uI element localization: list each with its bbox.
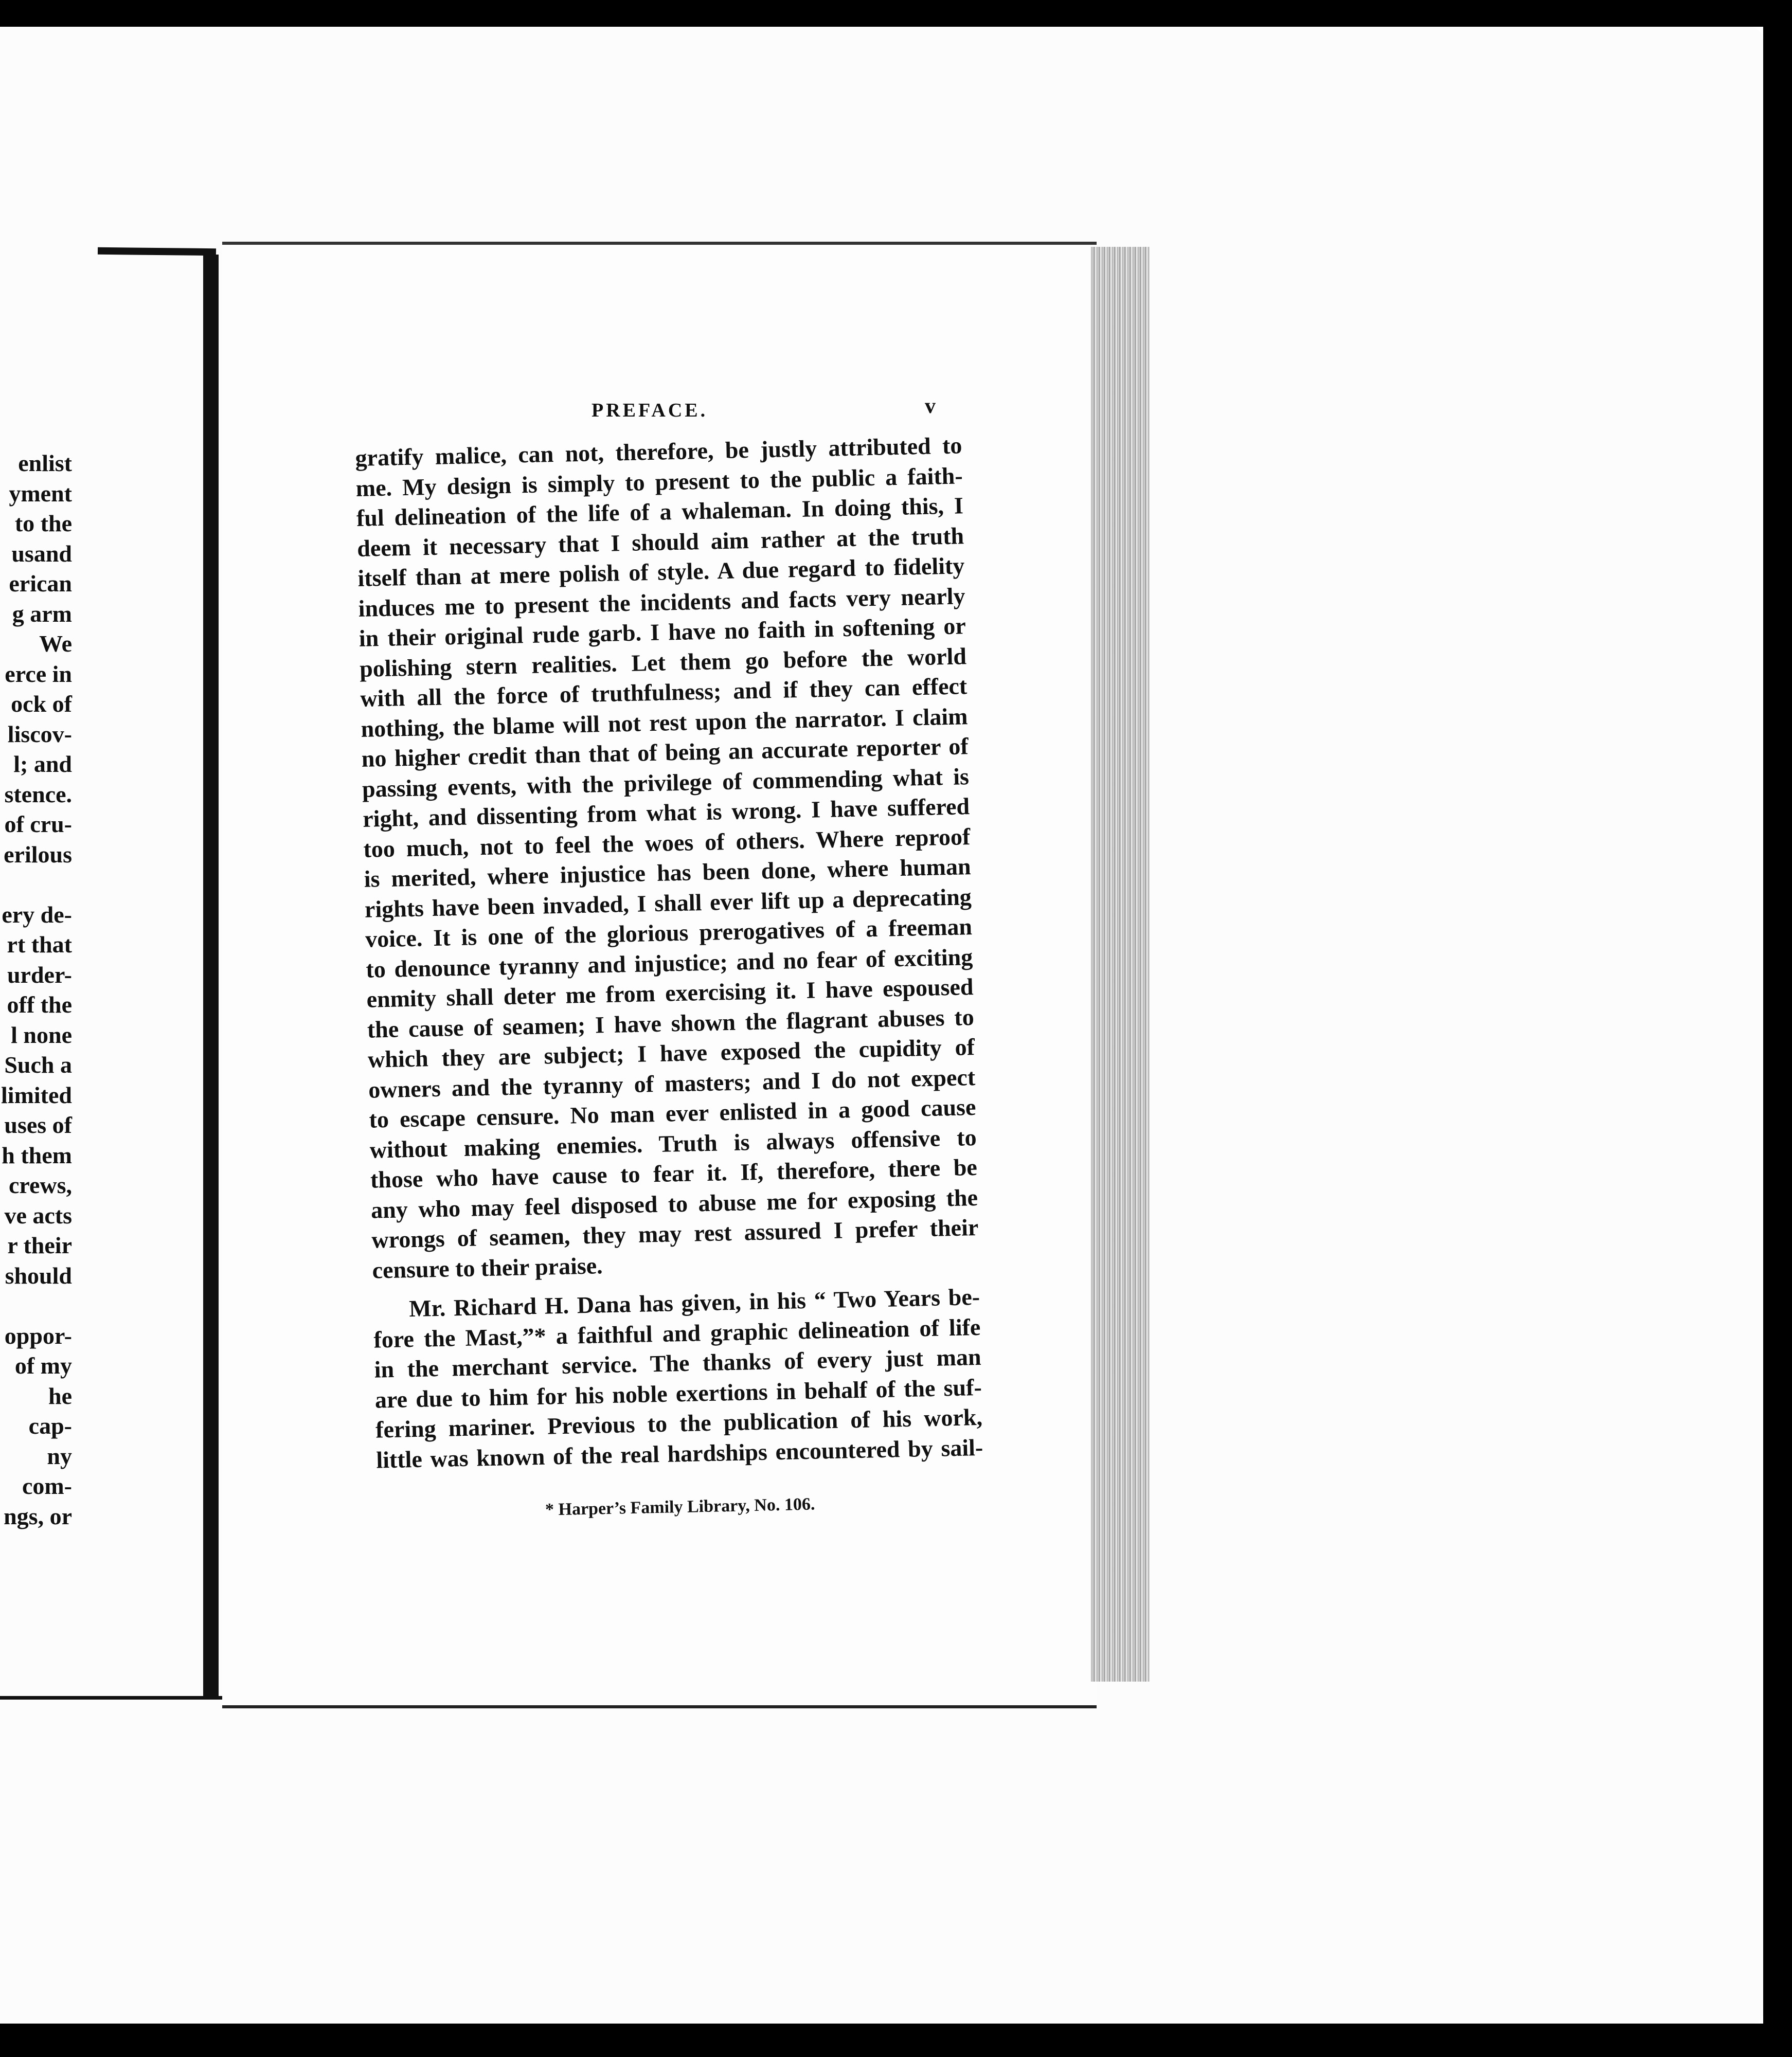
text-line: those who have cause to fear it. If, therefore, there be [370,1153,978,1193]
left-line: yment [9,480,72,507]
left-line: ery de- [2,901,72,928]
page-edges [1090,247,1150,1682]
left-line: urder- [7,961,72,988]
page-number: v [925,394,936,418]
left-line: of cru- [4,811,72,837]
text-line: polishing stern realities. Let them go before the world [359,642,967,682]
left-line: ve acts [4,1202,72,1229]
text-line: rights have been invaded, I shall ever lift up a deprecating [364,883,972,923]
text-line: to escape censure. No man ever enlisted in a good cause [369,1094,976,1133]
text-line: nothing, the blame will not rest upon the narrator. I claim [361,702,968,742]
left-line: should [5,1262,72,1289]
left-line: of my [14,1352,72,1379]
text-line: in the merchant service. The thanks of every just man [374,1343,982,1383]
left-line: ngs, or [4,1503,72,1529]
left-line: he cap- [28,1382,72,1439]
text-line: fering mariner. Previous to the publication of his work, [375,1403,983,1443]
text-line: induces me to present the incidents and facts very nearly [358,582,965,622]
left-page-top-rule [98,247,216,256]
text-line: in their original rude garb. I have no faith in softening or [359,612,966,652]
left-line: h them [2,1142,72,1168]
text-line: voice. It is one of the glorious prerogatives of a freeman [365,913,973,952]
left-line: usand [11,540,72,567]
scan-border-right [1763,0,1792,2057]
text-line: without making enemies. Truth is always offensive to [369,1124,977,1163]
text-line: with all the force of truthfulness; and if they can effect [360,673,967,712]
left-page-bottom-rule [0,1696,222,1700]
left-line: erican [9,570,72,597]
left-line: stence. [4,781,72,807]
left-line: Such a [4,1052,72,1078]
scan-border-top [0,0,1792,27]
text-line: are due to him for his noble exertions in behalf of the suf- [374,1374,982,1413]
text-line: itself than at mere polish of style. A due regard to fidelity [357,552,965,591]
text-line: Mr. Richard H. Dana has given, in his “ Two Years be- [408,1283,980,1322]
left-line: enlist [18,450,72,476]
text-line: owners and the tyranny of masters; and I do not expect [368,1063,976,1103]
left-line: limited [1,1081,72,1108]
text-line: no higher credit than that of being an accurate reporter of [361,733,969,772]
text-line: little was known of the real hardships encountered by sail- [375,1434,983,1473]
text-line: me. My design is simply to present to the public a faith- [355,462,963,501]
left-line: We [39,630,72,657]
text-line: enmity shall deter me from exercising it. I have espoused [366,973,974,1013]
text-line: is merited, where injustice has been done, where human [364,853,972,892]
left-line: uses of [4,1112,72,1138]
text-line: any who may feel disposed to abuse me for exposing the [370,1184,978,1223]
footnote: * Harper’s Family Library, No. 106. [545,1494,815,1520]
left-line: to the [14,510,72,536]
left-line: erce in [5,660,72,687]
left-line: l; and [13,751,72,777]
left-line: ny com- [22,1442,72,1499]
text-line: deem it necessary that I should aim rather at the truth [356,522,964,562]
left-line: rt that [7,931,72,958]
text-line: passing events, with the privilege of commending what is [362,763,970,802]
left-line: liscov- [7,720,72,747]
text-line: to denounce tyranny and injustice; and no fear of exciting [365,943,973,983]
left-line [0,1291,72,1321]
left-line: l none [11,1021,72,1048]
text-line: wrongs of seamen, they may rest assured I prefer their [371,1214,979,1253]
text-line: censure to their praise. [372,1252,603,1284]
left-line [0,870,72,900]
text-line: the cause of seamen; I have shown the flagrant abuses to [367,1003,975,1043]
text-line: fore the Mast,”* a faithful and graphic delineation of life [373,1313,981,1353]
left-line: erilous [4,841,72,868]
text-line: too much, not to feel the woes of others. Where reproof [363,823,971,862]
running-head: PREFACE. [592,400,708,421]
left-line: off the [7,991,72,1018]
book-gutter [203,255,219,1700]
left-line: r their [7,1232,72,1258]
preface-body [355,430,983,1475]
text-line: ful delineation of the life of a whaleman. In doing this, I [356,492,964,531]
left-line: oppor- [4,1322,72,1349]
scan-border-bottom [0,2024,1792,2057]
left-line: ock of [11,691,72,717]
left-page-text [0,448,72,1531]
text-line: which they are subject; I have exposed the cupidity of [367,1034,975,1073]
text-line: gratify malice, can not, therefore, be justly attributed to [355,432,962,471]
text-line: right, and dissenting from what is wrong. I have suffered [362,793,970,832]
left-line: crews, [8,1172,72,1198]
left-line: g arm [12,600,72,627]
